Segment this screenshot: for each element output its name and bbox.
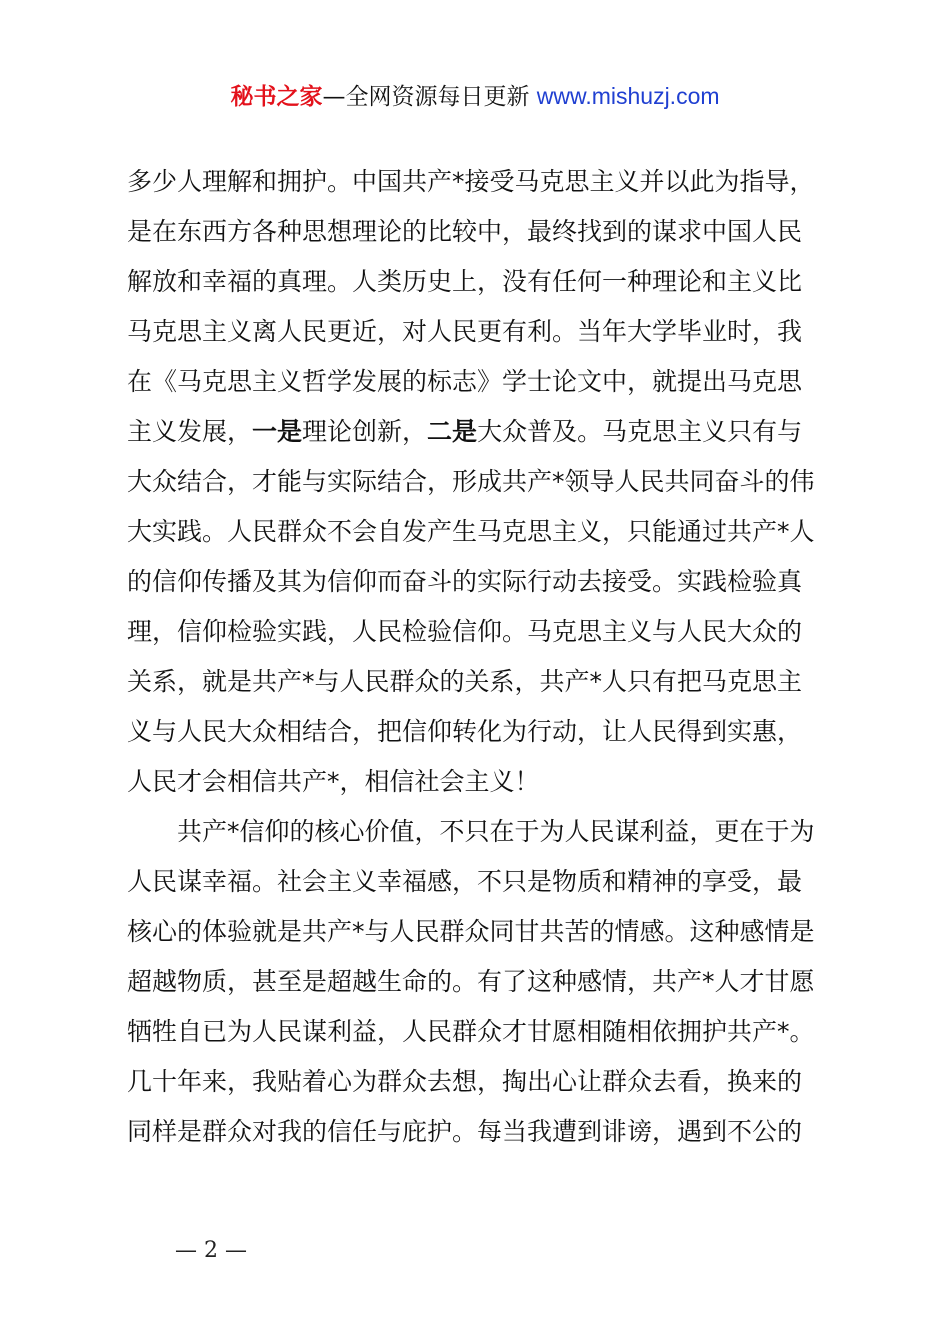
text-line: 人民谋幸福。社会主义幸福感，不只是物质和精神的享受，最 xyxy=(127,867,803,896)
line-segment: 主义发展， xyxy=(127,417,253,446)
site-header xyxy=(0,80,950,113)
line-segment: 理论创新， xyxy=(302,417,428,446)
text-line: 的信仰传播及其为信仰而奋斗的实际行动去接受。实践检验真 xyxy=(127,567,803,596)
text-line: 大众结合，才能与实际结合，形成共产*领导人民共同奋斗的伟 xyxy=(127,467,815,496)
text-line: 核心的体验就是共产*与人民群众同甘共苦的情感。这种感情是 xyxy=(127,917,815,946)
text-line-with-emphasis xyxy=(127,407,837,457)
text-line: 义与人民大众相结合，把信仰转化为行动，让人民得到实惠， xyxy=(127,717,803,746)
text-line: 马克思主义离人民更近，对人民更有利。当年大学毕业时，我 xyxy=(127,317,803,346)
text-line: 理，信仰检验实践，人民检验信仰。马克思主义与人民大众的 xyxy=(127,617,803,646)
text-line: 解放和幸福的真理。人类历史上，没有任何一种理论和主义比 xyxy=(127,267,803,296)
text-line: 大实践。人民群众不会自发产生马克思主义，只能通过共产*人 xyxy=(127,517,815,546)
text-line: 在《马克思主义哲学发展的标志》学士论文中，就提出马克思 xyxy=(127,367,803,396)
text-line: 牺牲自已为人民谋利益，人民群众才甘愿相随相依拥护共产*。 xyxy=(127,1017,815,1046)
page-number: — 2 — xyxy=(175,1238,247,1263)
emphasis-second: 二是 xyxy=(427,417,478,446)
site-url[interactable]: www.mishuzj.com xyxy=(536,83,720,109)
text-line: 人民才会相信共产*，相信社会主义！ xyxy=(127,767,540,796)
text-line: 同样是群众对我的信任与庇护。每当我遭到诽谤，遇到不公的 xyxy=(127,1117,803,1146)
text-line: 几十年来，我贴着心为群众去想，掏出心让群众去看，换来的 xyxy=(127,1067,803,1096)
text-line: 超越物质，甚至是超越生命的。有了这种感情，共产*人才甘愿 xyxy=(127,967,815,996)
paragraph-first-line: 共产*信仰的核心价值，不只在于为人民谋利益，更在于为 xyxy=(177,817,815,846)
header-tagline: —全网资源每日更新 xyxy=(322,84,530,110)
text-line: 是在东西方各种思想理论的比较中，最终找到的谋求中国人民 xyxy=(127,217,803,246)
text-line: 关系，就是共产*与人民群众的关系，共产*人只有把马克思主 xyxy=(127,667,803,696)
emphasis-first: 一是 xyxy=(252,417,303,446)
line-segment: 大众普及。马克思主义只有与 xyxy=(477,417,803,446)
document-body xyxy=(127,157,837,1157)
text-line: 多少人理解和拥护。中国共产*接受马克思主义并以此为指导， xyxy=(127,167,815,196)
brand-name: 秘书之家 xyxy=(230,84,323,110)
